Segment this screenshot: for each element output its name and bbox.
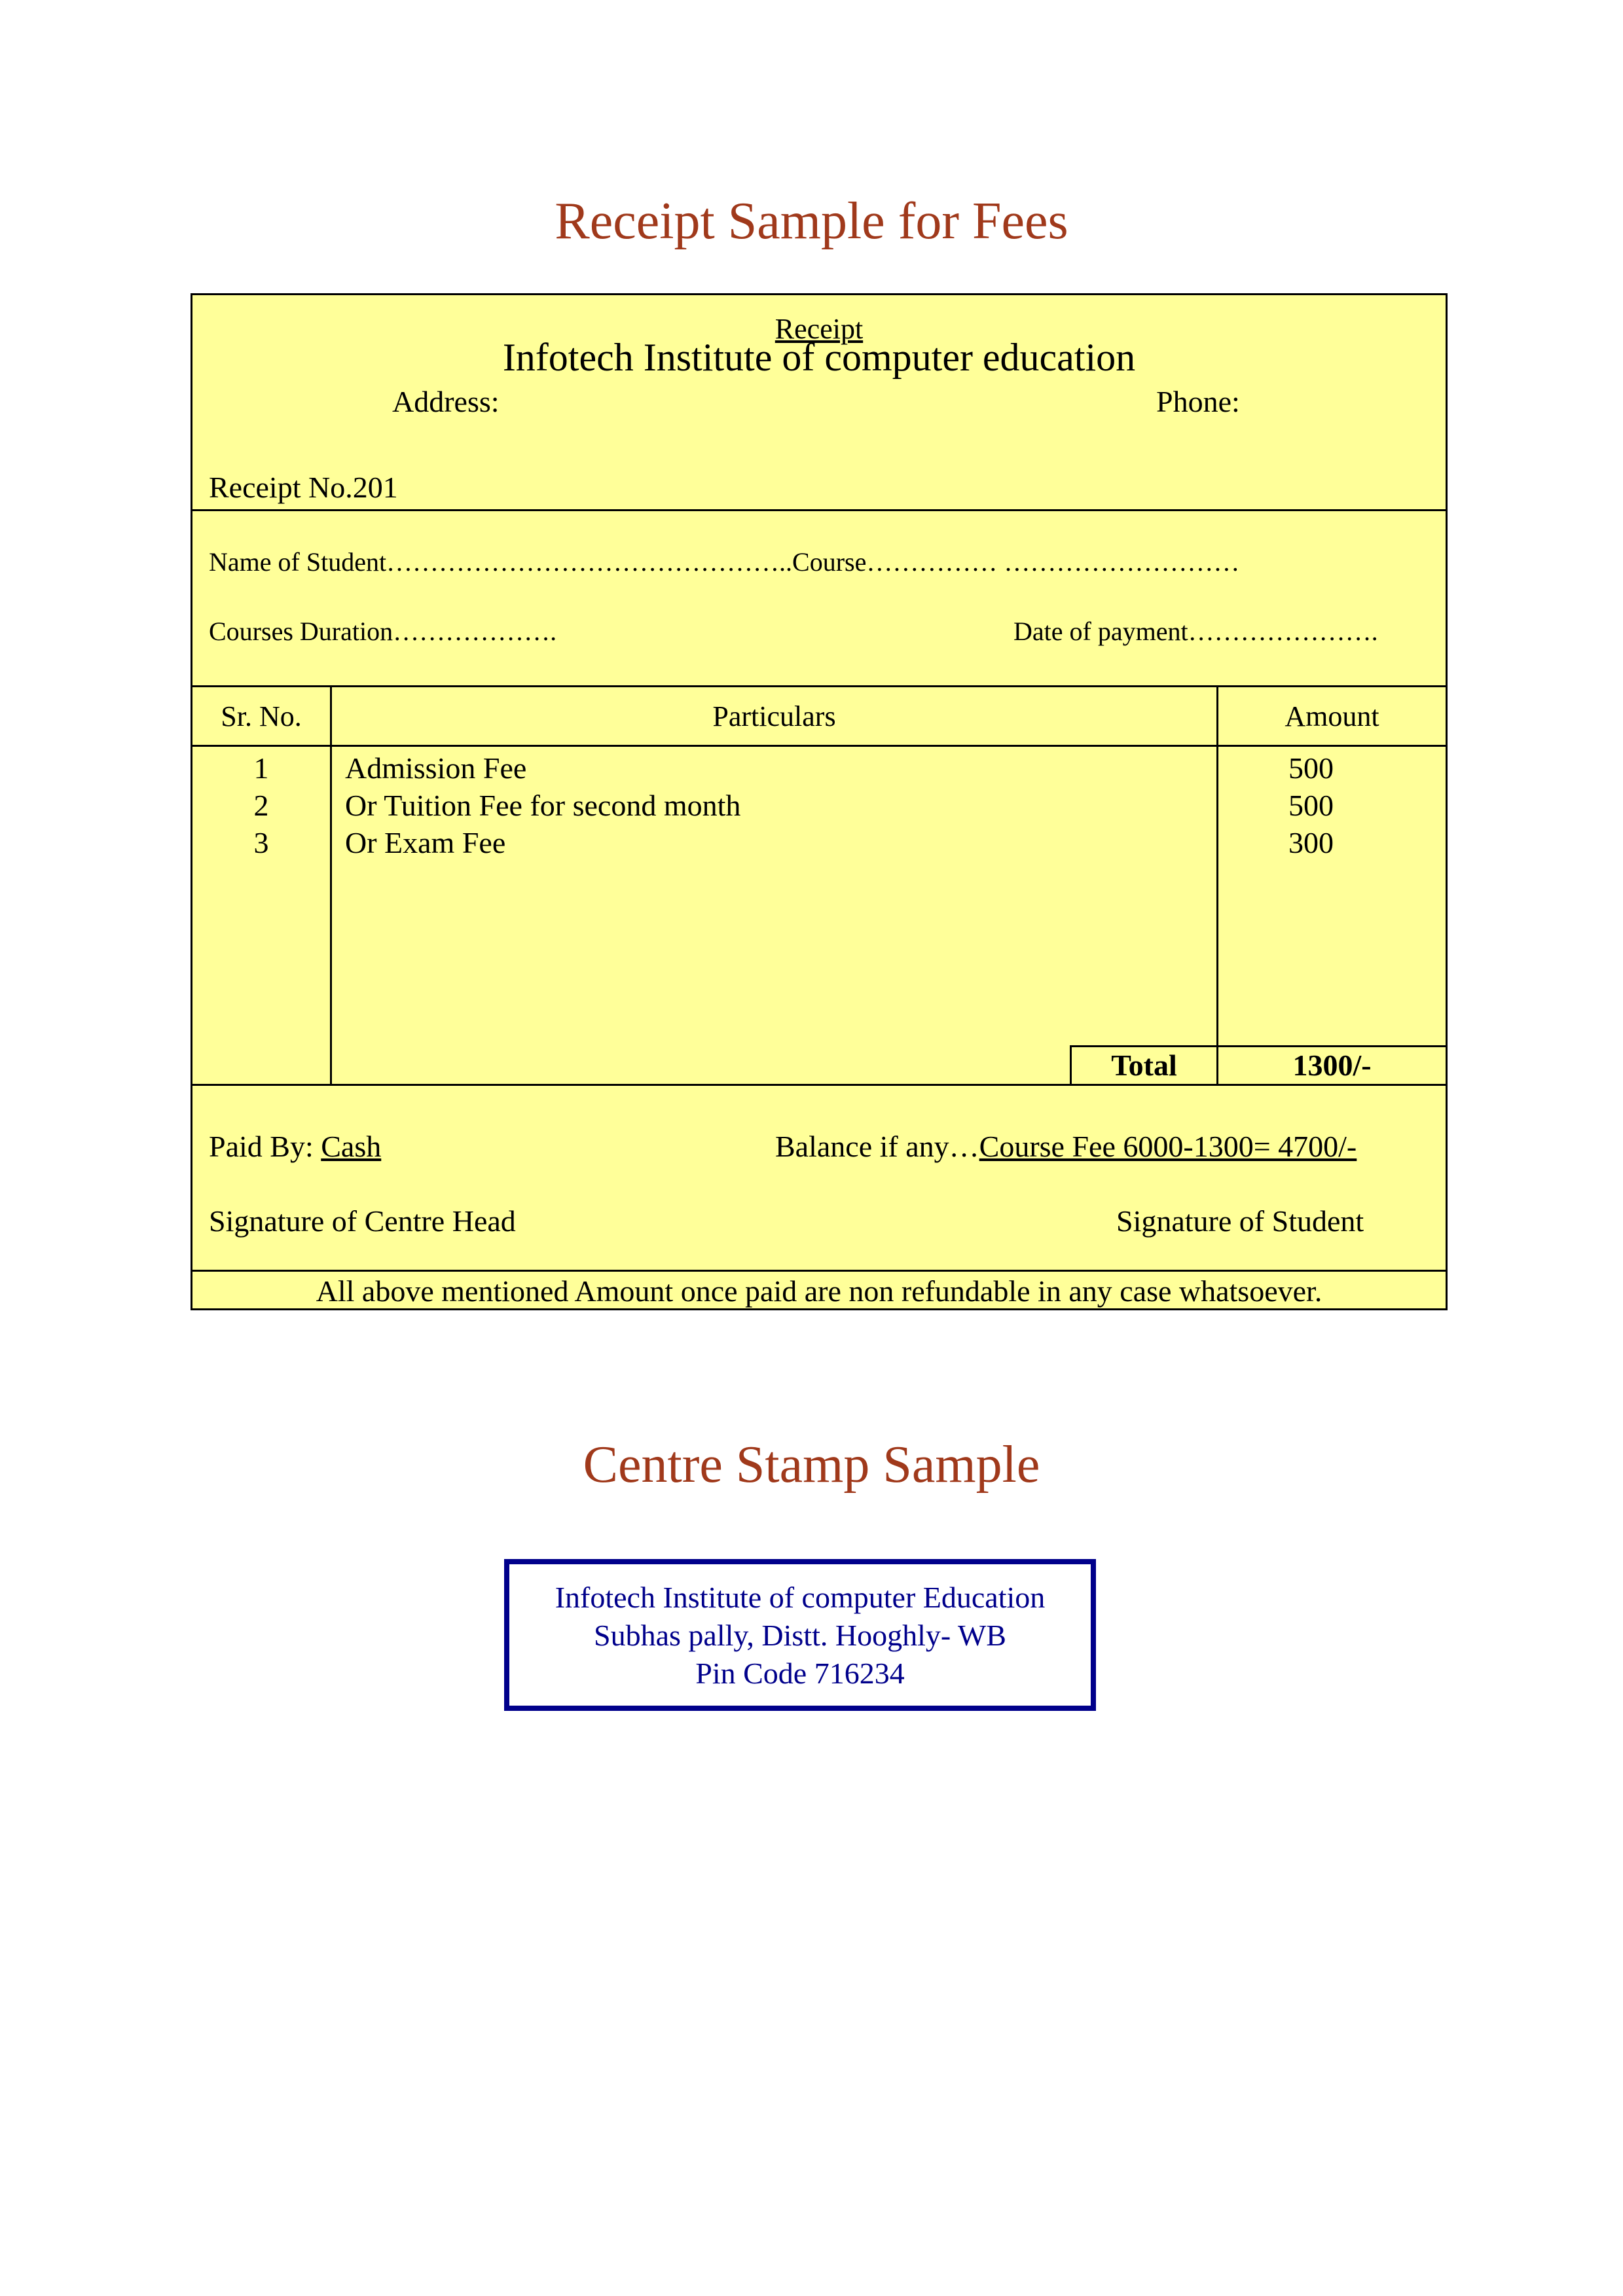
row-1-amount: 500 xyxy=(1288,751,1334,785)
table-header-particulars: Particulars xyxy=(712,700,836,732)
centre-stamp xyxy=(504,1559,1096,1711)
receipt-number: Receipt No.201 xyxy=(209,471,398,504)
row-2-sr: 2 xyxy=(253,789,269,822)
receipt-heading: Receipt xyxy=(775,313,864,345)
row-2-particular: Or Tuition Fee for second month xyxy=(345,789,741,822)
row-2-amount: 500 xyxy=(1288,789,1334,822)
student-course-line: Name of Student………………………………………..Course…………… ……………………… xyxy=(209,547,1240,577)
balance-value: Course Fee 6000-1300= 4700/- xyxy=(979,1130,1357,1163)
paid-by xyxy=(209,1132,381,1162)
row-3-particular: Or Exam Fee xyxy=(345,826,506,859)
course-duration-line: Courses Duration………………. xyxy=(209,617,557,646)
signature-centre-head: Signature of Centre Head xyxy=(209,1204,516,1238)
total-value: 1300/- xyxy=(1292,1049,1372,1082)
address-label: Address: xyxy=(392,385,500,418)
total-row-top xyxy=(1070,1045,1446,1047)
stamp-line-institute: Infotech Institute of computer Education xyxy=(555,1581,1046,1614)
fee-receipt xyxy=(191,293,1448,1310)
page-title-receipt-sample: Receipt Sample for Fees xyxy=(555,192,1068,250)
institute-name: Infotech Institute of computer education xyxy=(502,336,1136,379)
balance-label: Balance if any… xyxy=(775,1130,979,1163)
table-header-amount: Amount xyxy=(1285,700,1379,732)
divider-footer xyxy=(192,1270,1446,1272)
table-header-divider xyxy=(192,745,1446,747)
phone-label: Phone: xyxy=(1156,385,1240,418)
paid-by-value: Cash xyxy=(321,1130,382,1163)
total-label: Total xyxy=(1111,1049,1177,1082)
divider-table-top xyxy=(192,685,1446,687)
page-title-stamp-sample: Centre Stamp Sample xyxy=(583,1436,1040,1494)
refund-note: All above mentioned Amount once paid are non refundable in any case whatsoever. xyxy=(316,1274,1322,1308)
row-1-sr: 1 xyxy=(253,751,269,785)
stamp-line-address: Subhas pally, Distt. Hooghly- WB xyxy=(594,1619,1006,1652)
divider-table-bottom xyxy=(192,1084,1446,1086)
divider-header xyxy=(192,509,1446,511)
stamp-line-pincode: Pin Code 716234 xyxy=(695,1657,905,1690)
row-3-amount: 300 xyxy=(1288,826,1334,859)
paid-by-label: Paid By: xyxy=(209,1130,321,1163)
row-3-sr: 3 xyxy=(253,826,269,859)
signature-student: Signature of Student xyxy=(1116,1204,1364,1238)
row-1-particular: Admission Fee xyxy=(345,751,527,785)
table-header-sr-no: Sr. No. xyxy=(221,700,302,732)
balance xyxy=(775,1132,1357,1162)
date-of-payment-line: Date of payment…………………. xyxy=(1013,617,1378,646)
